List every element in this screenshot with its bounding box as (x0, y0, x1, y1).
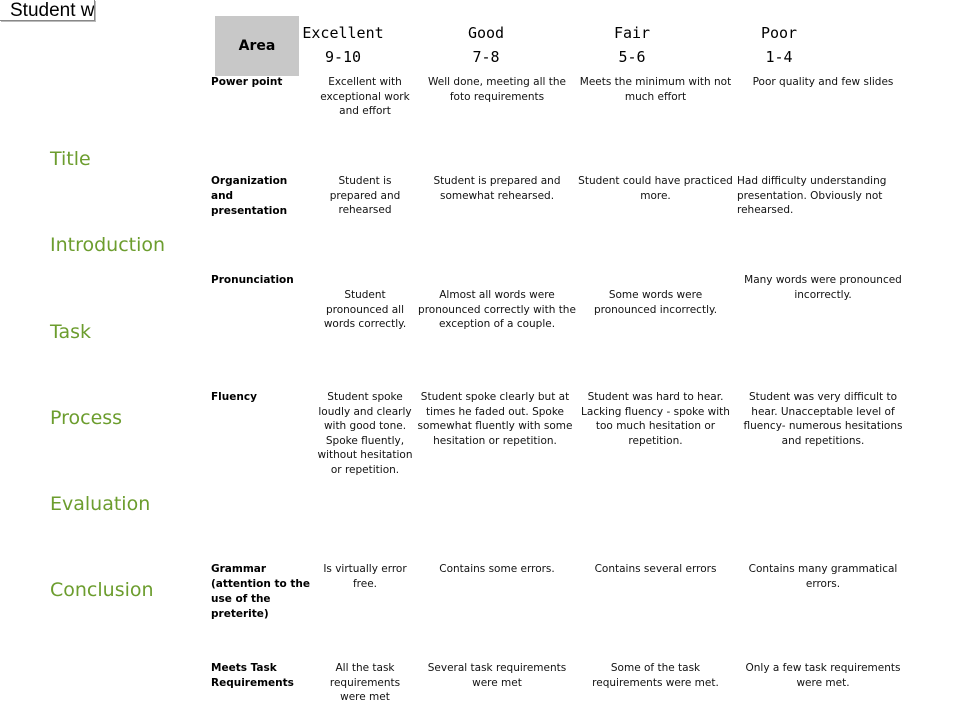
window-title: Student w (10, 0, 95, 21)
cell-good: Almost all words were pronounced correctly with the exception of a couple. (418, 289, 576, 330)
cell-excellent: Student pronounced all words correctly. (323, 289, 407, 330)
nav-item-title[interactable]: Title (50, 148, 91, 170)
cell-poor: Had difficulty understanding presentation. Obviously not rehearsed. (737, 175, 887, 216)
cell-excellent: Student is prepared and rehearsed (329, 175, 401, 216)
cell-excellent: All the task requirements were met (329, 662, 401, 703)
nav-item-process[interactable]: Process (50, 407, 123, 429)
row-label-fluency: Fluency (211, 391, 257, 403)
cell-fair: Some words were pronounced incorrectly. (593, 289, 718, 316)
nav-item-evaluation[interactable]: Evaluation (50, 493, 151, 515)
nav-item-task[interactable]: Task (50, 321, 92, 343)
cell-good: Several task requirements were met (427, 662, 567, 689)
level-excellent-name: Excellent (302, 24, 384, 42)
cell-poor: Poor quality and few slides (752, 76, 894, 88)
cell-poor: Student was very difficult to hear. Unacceptable level of fluency- numerous hesitations and repetitions. (743, 391, 903, 447)
row-label-grammar: Grammar (attention to the use of the preterite) (211, 563, 310, 620)
level-fair-name: Fair (613, 24, 651, 42)
cell-good: Student spoke clearly but at times he faded out. Spoke somewhat fluently with some hesitation or repetition. (417, 391, 573, 447)
row-label-power-point: Power point (211, 76, 283, 88)
cell-good: Well done, meeting all the foto requirements (428, 76, 566, 103)
row-label-task-requirements: Meets Task Requirements (211, 662, 294, 689)
cell-poor: Many words were pronounced incorrectly. (744, 274, 902, 301)
nav-item-introduction[interactable]: Introduction (50, 234, 166, 256)
cell-fair: Contains several errors (594, 563, 717, 575)
cell-good: Student is prepared and somewhat rehearsed. (433, 175, 561, 202)
level-poor-name: Poor (760, 24, 798, 42)
cell-excellent: Excellent with exceptional work and effort (320, 76, 410, 117)
cell-fair: Meets the minimum with not much effort (579, 76, 732, 103)
level-good-name: Good (467, 24, 505, 42)
cell-fair: Some of the task requirements were met. (592, 662, 719, 689)
area-header-label: Area (238, 38, 276, 54)
level-fair-score: 5-6 (618, 48, 646, 66)
cell-good: Contains some errors. (439, 563, 555, 575)
cell-fair: Student was hard to hear. Lacking fluency - spoke with too much hesitation or repetition. (581, 391, 730, 447)
cell-excellent: Is virtually error free. (323, 563, 407, 590)
level-excellent-score: 9-10 (324, 48, 362, 66)
window-title-tab (0, 0, 95, 21)
cell-poor: Only a few task requirements were met. (745, 662, 901, 689)
cell-poor: Contains many grammatical errors. (748, 563, 898, 590)
cell-excellent: Student spoke loudly and clearly with good tone. Spoke fluently, without hesitation or repetition. (317, 391, 413, 476)
row-label-pronunciation: Pronunciation (211, 274, 294, 286)
level-good-score: 7-8 (472, 48, 500, 66)
nav-item-conclusion[interactable]: Conclusion (50, 579, 154, 601)
cell-fair: Student could have practiced more. (578, 175, 733, 202)
row-label-organization: Organization and presentation (211, 175, 288, 217)
level-poor-score: 1-4 (765, 48, 793, 66)
